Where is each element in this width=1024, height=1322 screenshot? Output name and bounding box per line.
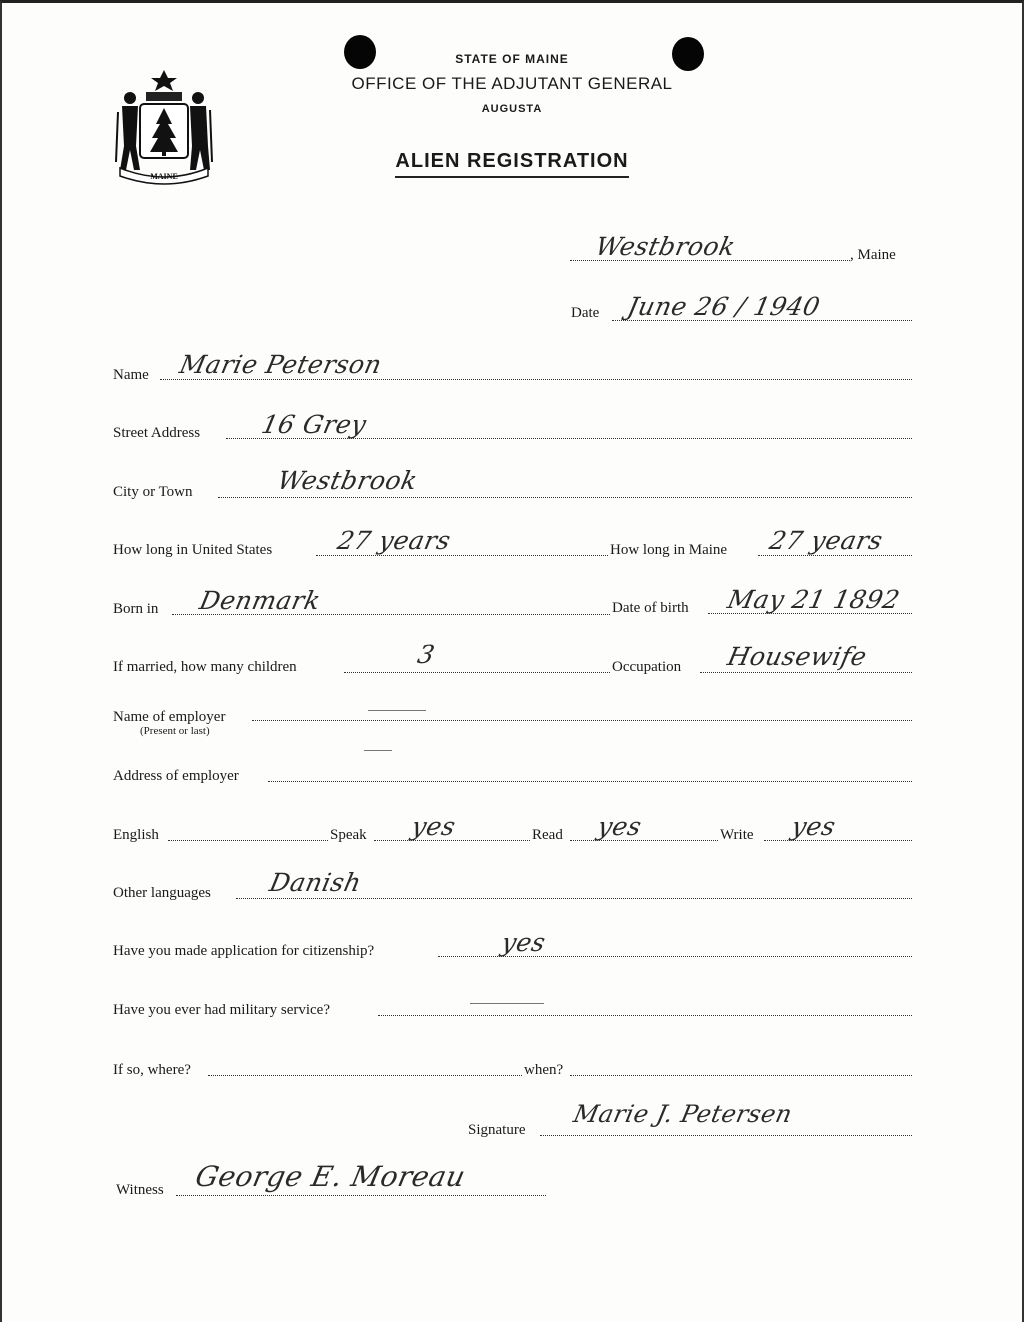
other-languages-value: Danish (266, 868, 365, 897)
military-label: Have you ever had military service? (113, 1002, 330, 1018)
employer-sublabel: (Present or last) (140, 725, 210, 737)
born-label: Born in (113, 601, 159, 617)
header-city: AUGUSTA (481, 103, 543, 115)
read-label: Read (532, 827, 563, 843)
dob-label: Date of birth (612, 600, 689, 616)
signature-label: Signature (468, 1122, 526, 1138)
other-languages-label: Other languages (113, 885, 211, 901)
employer-address-line (268, 781, 912, 782)
city-label: City or Town (113, 484, 193, 500)
children-value: 3 (414, 640, 438, 669)
maine-duration-label: How long in Maine (610, 542, 728, 558)
speak-label: Speak (330, 827, 367, 843)
name-line (160, 379, 912, 380)
military-dash (470, 1003, 544, 1004)
us-duration-label: How long in United States (113, 542, 273, 558)
children-line (344, 672, 610, 673)
place-label: , Maine (850, 247, 896, 263)
street-value: 16 Grey (258, 410, 370, 439)
employer-address-dash (364, 750, 392, 751)
witness-label: Witness (116, 1182, 164, 1198)
occupation-line (700, 672, 912, 673)
english-line (168, 840, 328, 841)
witness-value: George E. Moreau (192, 1160, 469, 1193)
employer-address-label: Address of employer (113, 768, 239, 784)
name-value: Marie Peterson (176, 350, 385, 379)
citizenship-value: yes (498, 928, 549, 957)
where-label: If so, where? (113, 1062, 191, 1078)
when-label: when? (524, 1062, 564, 1078)
date-label: Date (571, 305, 600, 321)
write-label: Write (720, 827, 754, 843)
street-label: Street Address (113, 425, 201, 441)
header-office: OFFICE OF THE ADJUTANT GENERAL (351, 74, 673, 93)
svg-text:MAINE: MAINE (150, 172, 178, 181)
english-label: English (113, 827, 159, 843)
us-duration-line (316, 555, 608, 556)
when-line (570, 1075, 912, 1076)
maine-duration-line (758, 555, 912, 556)
form-title: ALIEN REGISTRATION (395, 150, 628, 178)
date-value: June 26 / 1940 (624, 292, 823, 321)
dob-value: May 21 1892 (724, 585, 903, 614)
signature-line (540, 1135, 912, 1136)
read-value: yes (594, 812, 645, 841)
name-label: Name (113, 367, 149, 383)
other-languages-line (236, 898, 912, 899)
employer-dash (368, 710, 426, 711)
header-state: STATE OF MAINE (455, 52, 569, 66)
where-line (208, 1075, 522, 1076)
write-line (764, 840, 912, 841)
military-line (378, 1015, 912, 1016)
city-line (218, 497, 912, 498)
citizenship-label: Have you made application for citizenship? (113, 943, 375, 959)
occupation-value: Housewife (724, 642, 870, 671)
witness-line (176, 1195, 546, 1196)
occupation-label: Occupation (612, 659, 682, 675)
speak-value: yes (408, 812, 459, 841)
born-value: Denmark (196, 586, 324, 615)
signature-value: Marie J. Petersen (571, 1100, 795, 1128)
maine-duration-value: 27 years (766, 526, 886, 555)
children-label: If married, how many children (113, 659, 297, 675)
employer-label: Name of employer (113, 709, 226, 725)
us-duration-value: 27 years (334, 526, 454, 555)
read-line (570, 840, 718, 841)
place-value: Westbrook (592, 232, 739, 261)
write-value: yes (788, 812, 839, 841)
city-value: Westbrook (274, 466, 421, 495)
employer-line (252, 720, 912, 721)
